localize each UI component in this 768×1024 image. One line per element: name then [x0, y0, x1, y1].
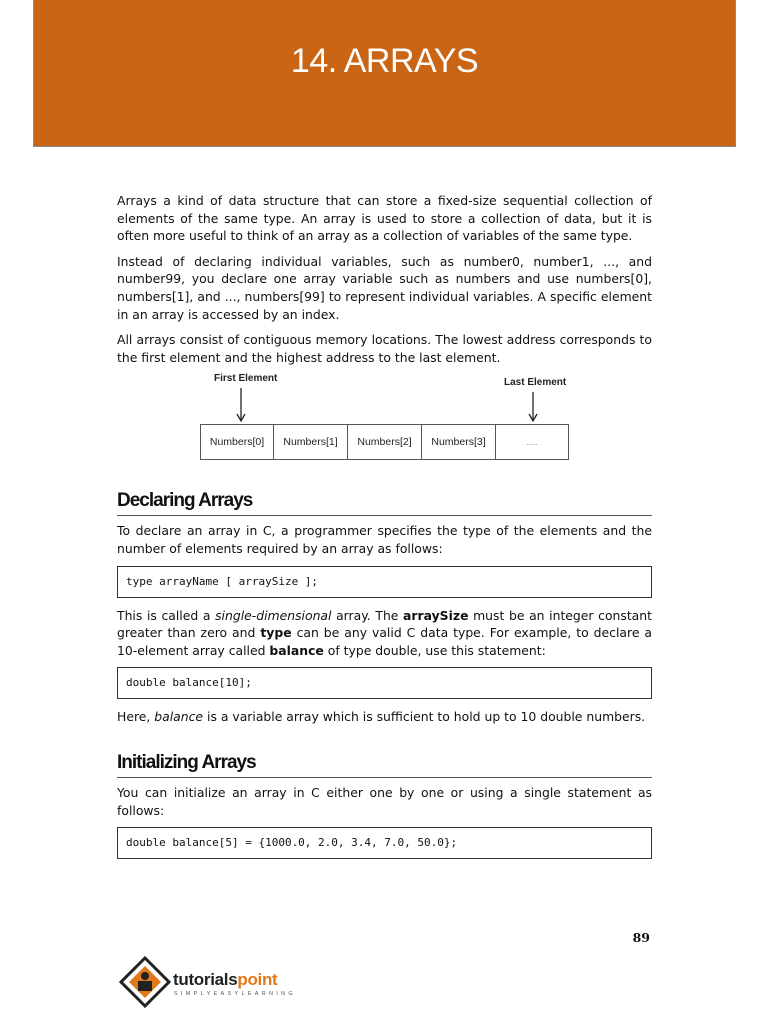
- balance-term: balance: [269, 642, 324, 658]
- array-diagram: [117, 368, 652, 478]
- tutorialspoint-logo-icon: [117, 952, 173, 1012]
- page-content: [117, 192, 652, 868]
- logo-tagline: SIMPLYEASYLEARNING: [174, 991, 296, 997]
- declaring-paragraph-1: To declare an array in C, a programmer specifies the type of the elements and the number of elements required by an array as follows:: [117, 523, 652, 556]
- initializing-paragraph-1: You can initialize an array in C either one by one or using a single statement as follows:: [117, 784, 652, 818]
- logo-wordmark: tutorialspoint: [173, 970, 278, 989]
- type-term: type: [260, 625, 292, 641]
- tutorialspoint-logo: [117, 952, 317, 1012]
- last-element-arrow-icon: [528, 392, 538, 424]
- declaring-arrays-heading: Declaring Arrays: [117, 490, 652, 516]
- declaring-paragraph-2: This is called a single-dimensional array. The arraySize must be an integer constant greater than zero and type can be any valid C data type. For example, to declare a 10-element array called balance of type double, use this statement:: [117, 607, 653, 658]
- balance-term-italic: balance: [154, 709, 204, 725]
- chapter-banner: [33, 0, 736, 147]
- array-cell-0: Numbers[0]: [201, 425, 274, 459]
- page-number: 89: [632, 930, 650, 945]
- declare-syntax-code: type arrayName [ arraySize ];: [117, 566, 652, 598]
- array-cells: [200, 424, 569, 460]
- array-cell-2: Numbers[2]: [348, 425, 422, 459]
- initializing-arrays-heading: Initializing Arrays: [117, 752, 652, 778]
- single-dimensional-term: single-dimensional: [215, 607, 332, 623]
- intro-paragraph-2: Instead of declaring individual variables, such as number0, number1, ..., and number99, you declare one array variable such as numbers and use numbers[0], numbers[1], and ..., numbers[99] to represent individual variables. A specific element in an array is accessed by an index.: [117, 253, 652, 322]
- first-element-label: First Element: [214, 373, 278, 385]
- array-cell-1: Numbers[1]: [274, 425, 348, 459]
- arraysize-term: arraySize: [403, 607, 469, 623]
- initialize-example-code: double balance[5] = {1000.0, 2.0, 3.4, 7.0, 50.0};: [117, 827, 652, 859]
- first-element-arrow-icon: [236, 388, 246, 424]
- last-element-label: Last Element: [504, 377, 567, 389]
- declare-example-code: double balance[10];: [117, 667, 652, 699]
- chapter-title: 14. ARRAYS: [290, 42, 479, 80]
- declaring-paragraph-3: Here, balance is a variable array which is sufficient to hold up to 10 double numbers.: [117, 709, 646, 725]
- array-cell-ellipsis: .....: [526, 437, 538, 447]
- intro-paragraph-1: Arrays a kind of data structure that can store a fixed-size sequential collection of elements of the same type. An array is used to store a collection of data, but it is often more useful to think of an array as a collection of variables of the same type.: [117, 193, 652, 244]
- intro-paragraph-3: All arrays consist of contiguous memory locations. The lowest address corresponds to the first element and the highest address to the last element.: [117, 332, 652, 365]
- array-cell-3: Numbers[3]: [422, 425, 496, 459]
